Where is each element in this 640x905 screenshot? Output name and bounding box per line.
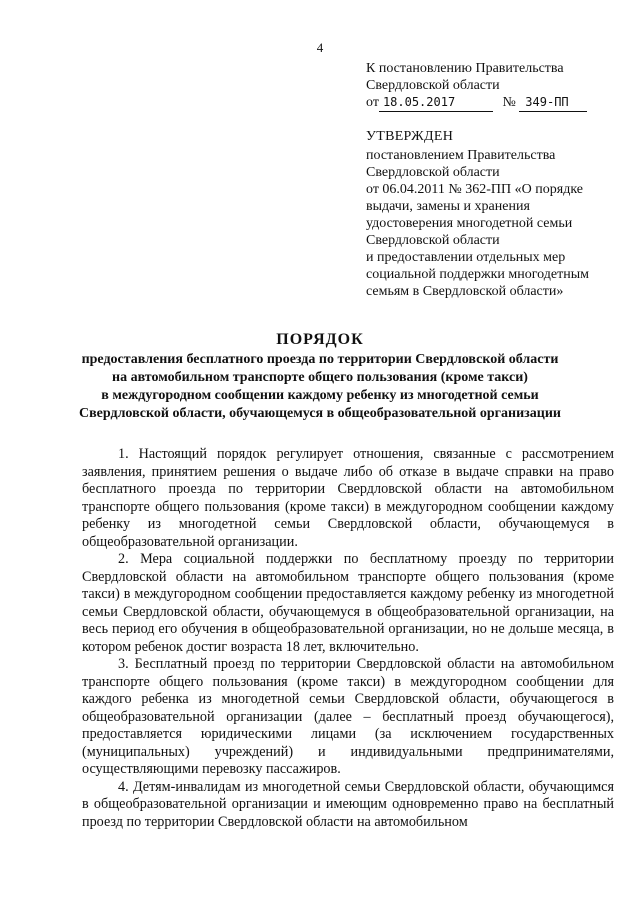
- page-number: 4: [316, 40, 324, 55]
- approved-heading: УТВЕРЖДЕН: [366, 129, 454, 144]
- title-subtitle-line: на автомобильном транспорте общего пользования (кроме такси): [112, 370, 528, 385]
- title-subtitle-line: Свердловской области, обучающемуся в общеобразовательной организации: [79, 406, 561, 421]
- attachment-line-1: К постановлению Правительства: [366, 61, 564, 76]
- paragraph-2: 2. Мера социальной поддержки по бесплатному проезду по территории Свердловской области на автомобильном транспорте общего пользования (кроме такси) в междугородном сообщении предоставляется каждому ребенку из многодетной семьи Свердловской области, обучающемуся в общеобразовательной организации, на весь период его обучения в общеобразовательной организации, но не дольше месяца, в котором ребенок достиг возраста 18 лет, включительно.: [82, 551, 614, 655]
- approved-line: постановлением Правительства: [366, 148, 556, 163]
- number-prefix: №: [502, 95, 516, 110]
- date-value: 18.05.2017: [379, 94, 493, 112]
- approved-line: и предоставлении отдельных мер: [366, 250, 566, 265]
- paragraph-4: 4. Детям-инвалидам из многодетной семьи Свердловской области, обучающимся в общеобразовательной организации и имеющим одновременно право на бесплатный проезд по территории Свердловской области на автомобильном: [82, 778, 614, 830]
- document-body: [82, 446, 614, 831]
- approved-line: выдачи, замены и хранения: [366, 199, 530, 214]
- approved-line: семьям в Свердловской области»: [366, 284, 564, 299]
- title-subtitle-line: предоставления бесплатного проезда по территории Свердловской области: [81, 352, 559, 367]
- approved-line: от 06.04.2011 № 362-ПП «О порядке: [366, 182, 583, 197]
- approved-line: социальной поддержки многодетным: [366, 267, 589, 282]
- approved-line: Свердловской области: [366, 233, 500, 248]
- attachment-block: [366, 60, 616, 112]
- paragraph-3: 3. Бесплатный проезд по территории Свердловской области на автомобильном транспорте общего пользования (кроме такси) в междугородном сообщении для каждого ребенка из многодетной семьи Свердловской области, обучающегося в общеобразовательной организации (далее – бесплатный проезд обучающегося), предоставляется юридическими лицами (за исключением государственных (муниципальных) учреждений) и индивидуальными предпринимателями, осуществляющими перевозку пассажиров.: [82, 656, 614, 777]
- number-value: 349-ПП: [519, 94, 587, 112]
- attachment-date-number-line: [366, 94, 616, 112]
- title-main: ПОРЯДОК: [276, 331, 364, 348]
- attachment-line-2: Свердловской области: [366, 78, 500, 93]
- date-prefix: от: [366, 95, 379, 110]
- document-title: [30, 331, 610, 423]
- approved-line: удостоверения многодетной семьи: [366, 216, 573, 231]
- approved-line: Свердловской области: [366, 165, 500, 180]
- paragraph-1: 1. Настоящий порядок регулирует отношения, связанные с рассмотрением заявления, принятием решения о выдаче либо об отказе в выдаче справки на право бесплатного проезда по территории Свердловской области на автомобильном транспорте общего пользования (кроме такси) в междугородном сообщении каждому ребенку из многодетной семьи Свердловской области, обучающемуся в общеобразовательной организации.: [82, 446, 614, 550]
- title-subtitle-line: в междугородном сообщении каждому ребенку из многодетной семьи: [101, 388, 539, 403]
- approved-block: [366, 128, 616, 300]
